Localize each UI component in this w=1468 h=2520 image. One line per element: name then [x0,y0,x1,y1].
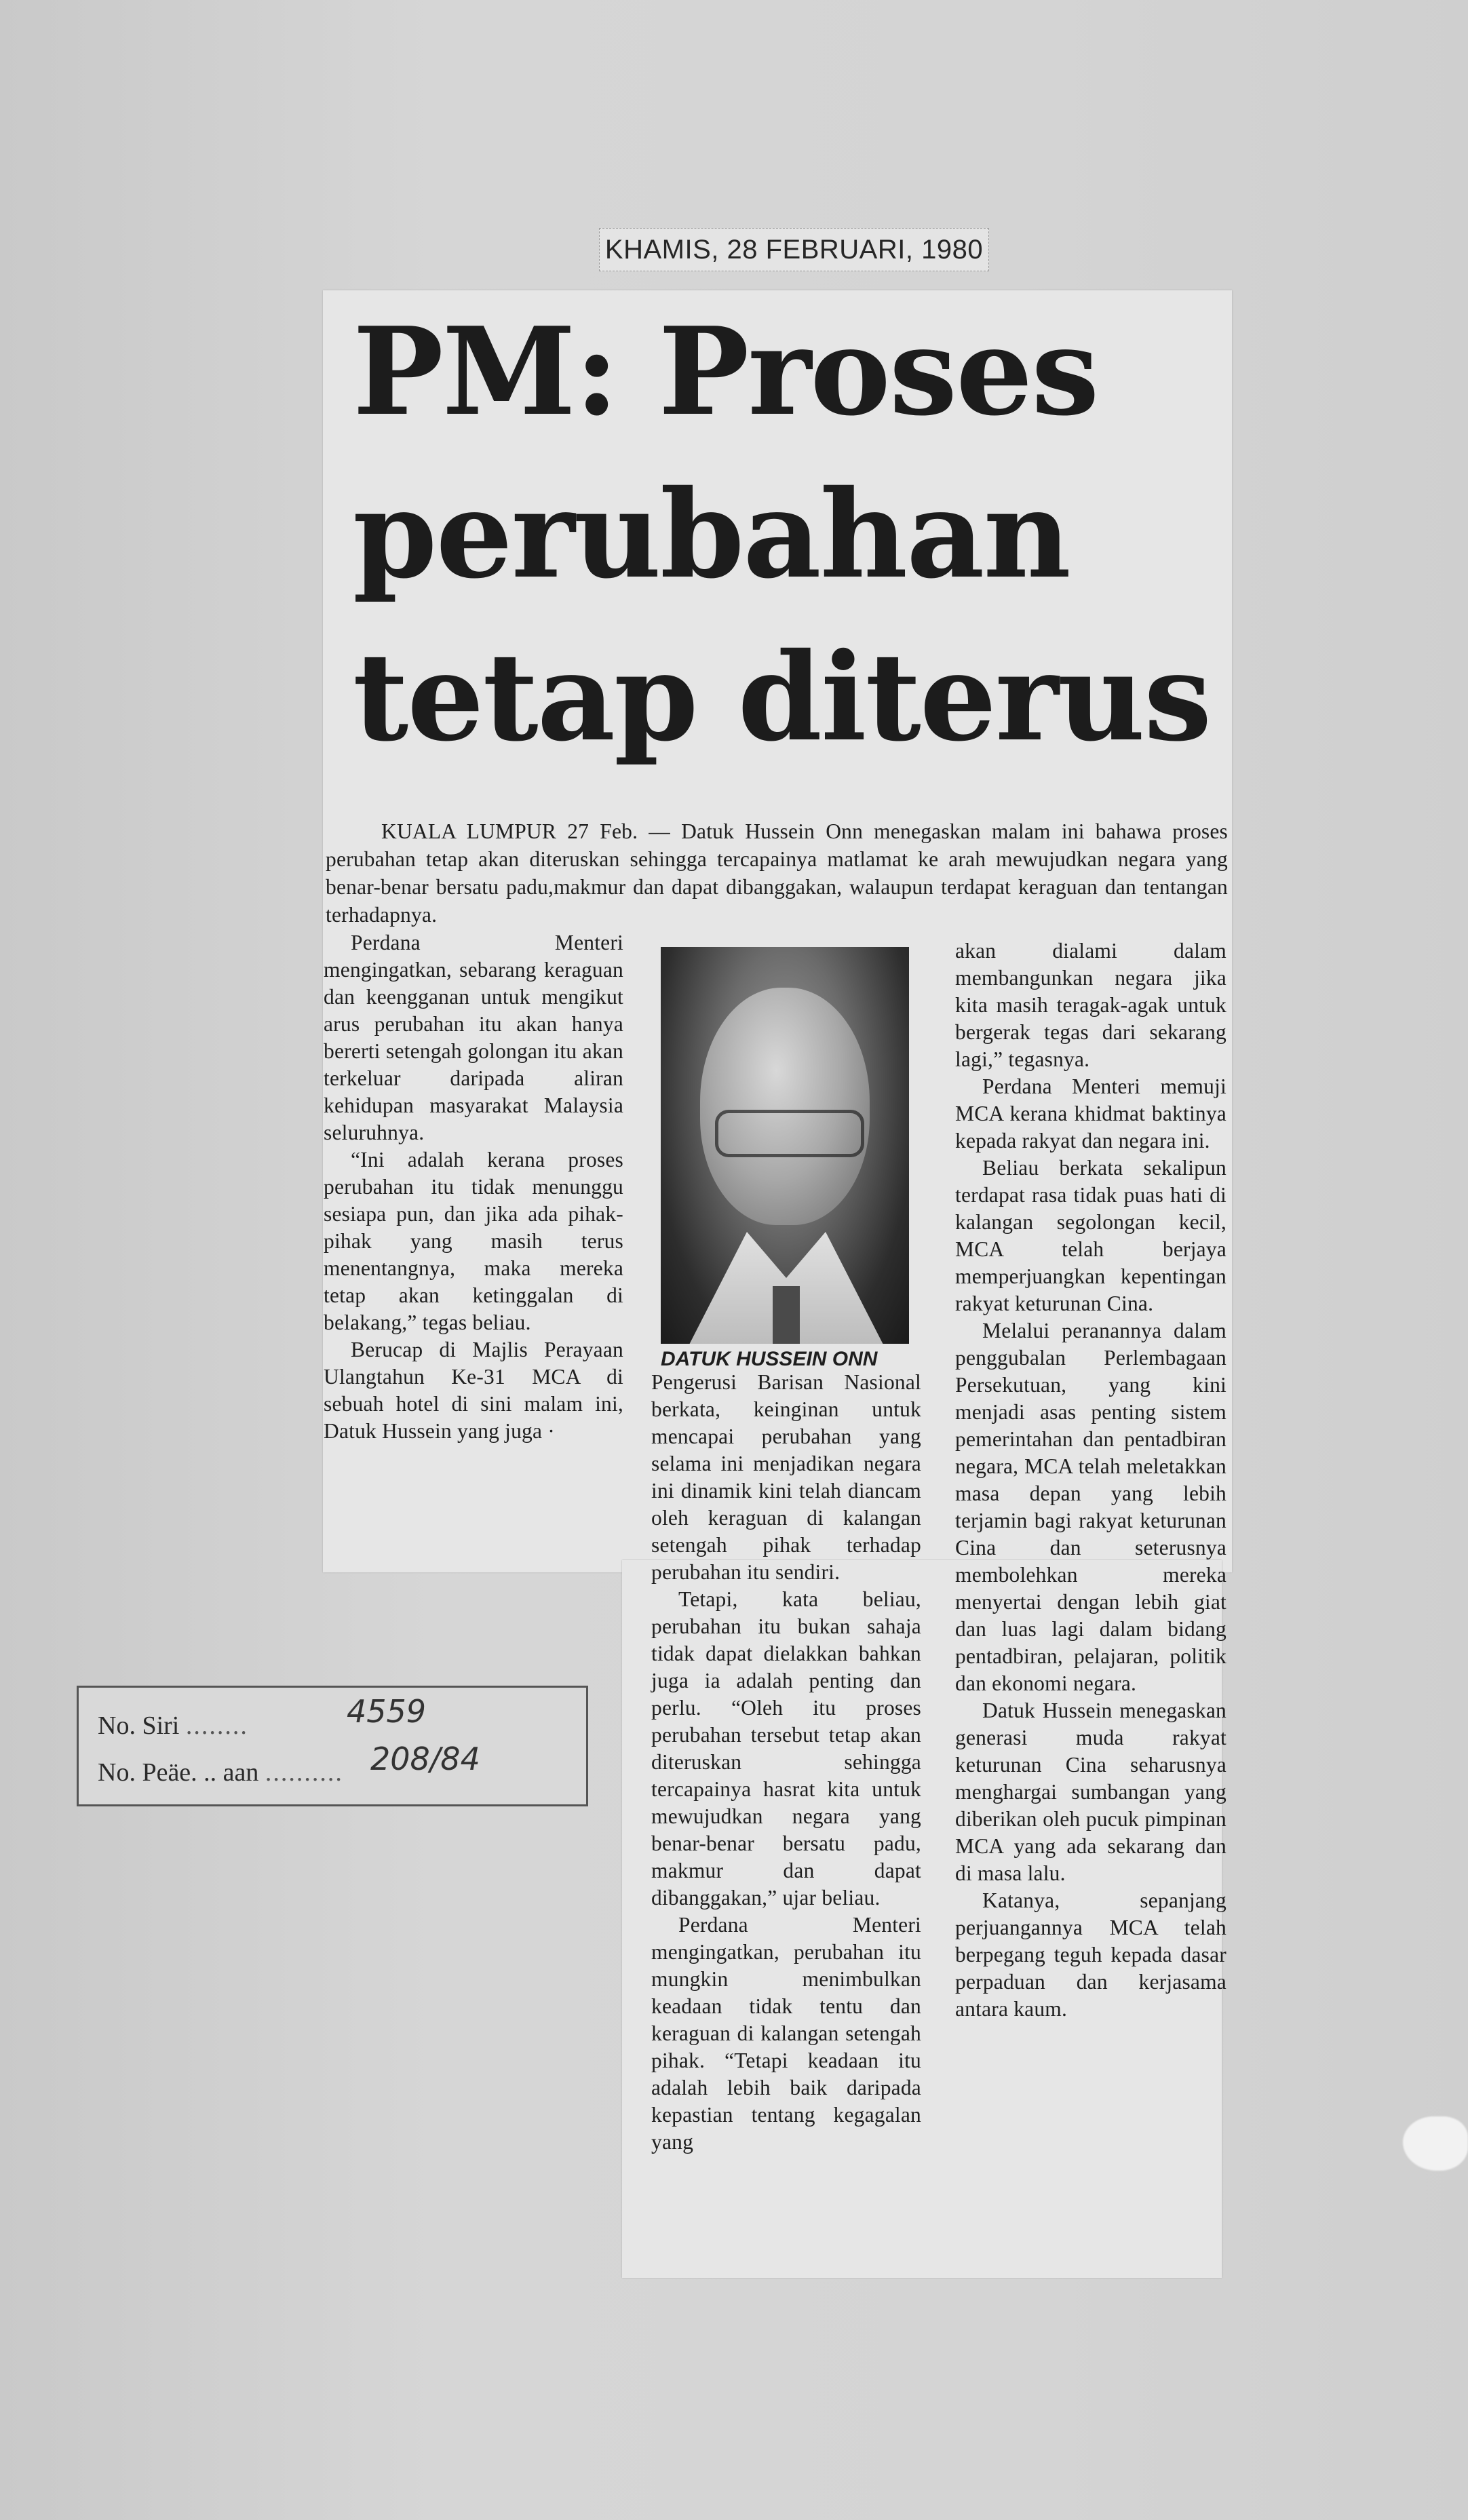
headline [353,290,1221,806]
column-1-paragraph: Berucap di Majlis Perayaan Ulangtahun Ke-31 MCA di sebuah hotel di sini malam ini, Datuk Hussein yang juga · [324,1338,623,1443]
article-column-3 [955,937,1226,2023]
stamp-pen-value: 208/84 [370,1741,480,1777]
portrait-tie [773,1286,800,1344]
headline-line-3: tetap diterus [353,626,1211,768]
column-2-paragraph: Tetapi, kata beliau, perubahan itu bukan sahaja tidak dapat dielakkan bahkan juga ia adalah penting dan perlu. “Oleh itu proses perubahan tersebut tetap akan diteruskan sehingga tercapainya hasrat kita untuk mewujudkan negara yang benar-benar bersatu padu, makmur dan dapat dibanggakan,” ujar beliau. [651,1587,921,1910]
column-3-paragraph: Perdana Menteri memuji MCA kerana khidmat baktinya kepada rakyat dan negara ini. [955,1074,1226,1152]
stamp-siri-value: 4559 [347,1693,427,1730]
column-3-paragraph: akan dialami dalam membangunkan negara jika kita masih teragak-agak untuk bergerak tegas dari sekarang lagi,” tegasnya. [955,939,1226,1071]
headline-line-1: PM: Proses [353,301,1098,442]
column-3-paragraph: Melalui peranannya dalam penggubalan Perlembagaan Persekutuan, yang kini menjadi asas penting sistem pemerintahan dan pentadbiran negara, MCA telah meletakkan masa depan yang lebih terjamin bagi rakyat keturunan Cina dan seterusnya membolehkan mereka menyertai dengan lebih giat dan luas lagi dalam bidang pentadbiran, pelajaran, politik dan ekonomi negara. [955,1319,1226,1695]
column-3-paragraph: Katanya, sepanjang perjuangannya MCA telah berpegang teguh kepada dasar perpaduan dan kerjasama antara kaum. [955,1888,1226,2021]
column-1-paragraph: “Ini adalah kerana proses perubahan itu tidak menunggu sesiapa pun, dan jika ada pihak-pihak yang masih terus menentangnya, maka mereka tetap akan ketinggalan di belakang,” tegas beliau. [324,1148,623,1334]
article-column-2 [651,1369,921,2156]
headline-line-2: perubahan [353,463,1070,605]
stamp-siri-label: No. Siri [98,1711,180,1740]
portrait-glasses [715,1110,864,1157]
column-3-paragraph: Beliau berkata sekalipun terdapat rasa tidak puas hati di kalangan segolongan kecil, MCA telah berjaya memperjuangkan kepentingan rakyat keturunan Cina. [955,1156,1226,1315]
archive-stamp [77,1686,588,1806]
portrait-head [700,988,870,1225]
stamp-row-pen [98,1758,343,1787]
portrait-photo [661,947,909,1344]
photo-caption: DATUK HUSSEIN ONN [661,1348,878,1370]
paper-stain [1403,2116,1468,2171]
column-2-paragraph: Perdana Menteri mengingatkan, perubahan itu mungkin menimbulkan keadaan tidak tentu dan keraguan di kalangan setengah pihak. “Tetapi keadaan itu adalah lebih baik daripada kepastian tentang kegagalan yang [651,1913,921,2154]
stamp-pen-label: No. Peäe. .. aan [98,1758,259,1787]
article-lede: KUALA LUMPUR 27 Feb. — Datuk Hussein Onn menegaskan malam ini bahawa proses perubahan tetap akan diteruskan sehingga tercapainya matlamat ke arah mewujudkan negara yang benar-benar bersatu padu,makmur dan dapat dibanggakan, walaupun terdapat keraguan dan tentangan terhadapnya. [326,819,1228,927]
stamp-siri-dots: ........ [185,1711,248,1740]
column-1-paragraph: Perdana Menteri mengingatkan, sebarang keraguan dan keengganan untuk mengikut arus perubahan itu akan hanya bererti setengah golongan itu akan terkeluar daripada aliran kehidupan masyarakat Malaysia seluruhnya. [324,931,623,1144]
column-3-paragraph: Datuk Hussein menegaskan generasi muda rakyat keturunan Cina seharusnya menghargai sumbangan yang diberikan oleh pucuk pimpinan MCA yang ada sekarang dan di masa lalu. [955,1699,1226,1885]
publication-date: KHAMIS, 28 FEBRUARI, 1980 [599,228,989,271]
stamp-pen-dots: .......... [265,1758,343,1787]
article-column-1 [324,929,623,1445]
stamp-row-siri [98,1711,248,1741]
column-2-paragraph: Pengerusi Barisan Nasional berkata, keinginan untuk mencapai perubahan yang selama ini menjadikan negara ini dinamik kini telah diancam oleh keraguan di kalangan setengah pihak terhadap perubahan itu sendiri. [651,1370,921,1584]
